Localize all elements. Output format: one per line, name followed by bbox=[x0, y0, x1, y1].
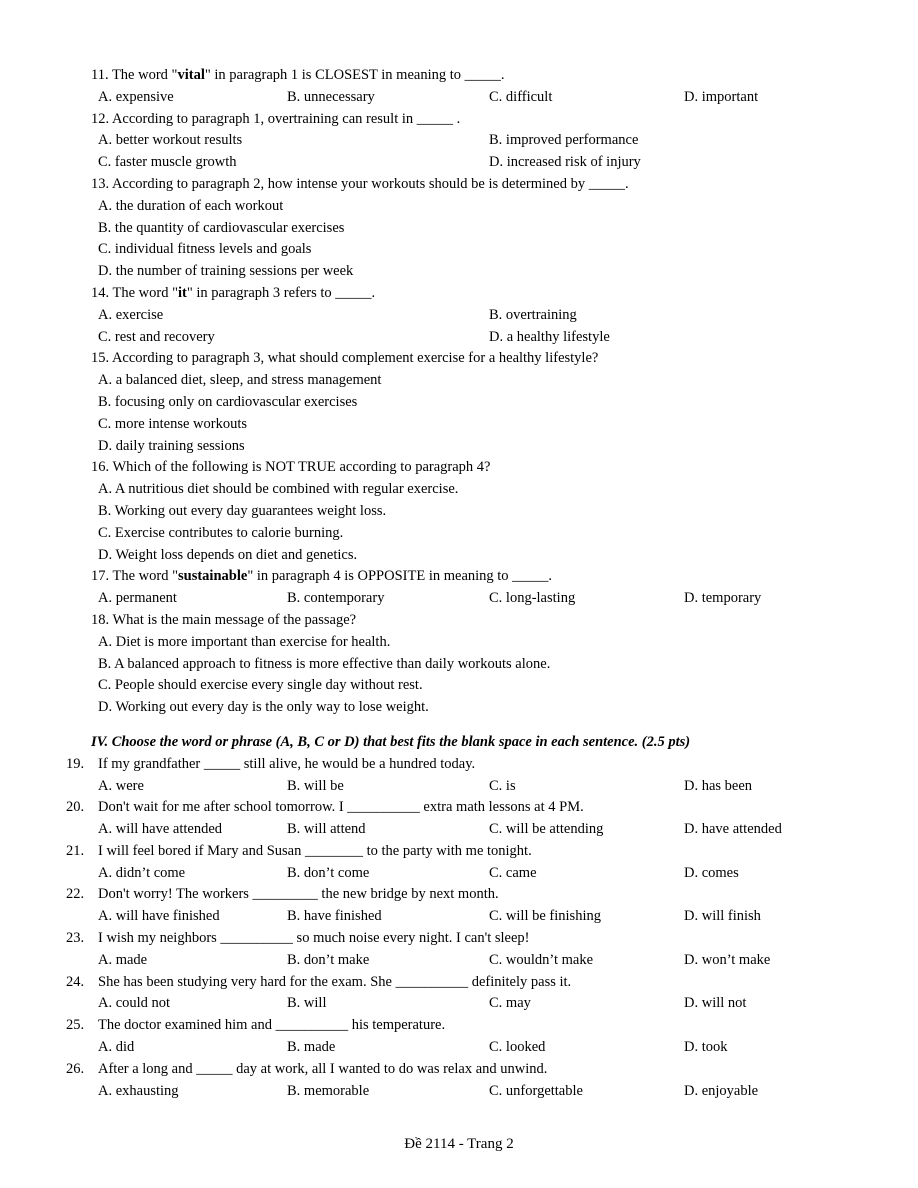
option[interactable]: B. made bbox=[287, 1039, 336, 1056]
option[interactable]: A. better workout results bbox=[98, 132, 243, 149]
question-text: The doctor examined him and __________ his temperature. bbox=[98, 1017, 446, 1034]
question-number: 23. bbox=[66, 930, 85, 947]
options-row bbox=[0, 305, 918, 327]
question-number: 20. bbox=[66, 799, 85, 816]
option[interactable]: D. took bbox=[684, 1039, 728, 1056]
option[interactable]: C. wouldn’t make bbox=[489, 951, 594, 968]
option[interactable]: B. memorable bbox=[287, 1082, 370, 1099]
option[interactable]: B. focusing only on cardiovascular exercises bbox=[98, 393, 358, 410]
option[interactable]: B. will bbox=[287, 995, 327, 1012]
option[interactable]: C. will be finishing bbox=[489, 908, 601, 925]
option[interactable]: D. the number of training sessions per week bbox=[98, 263, 354, 280]
options-row bbox=[0, 950, 918, 972]
options-row bbox=[0, 130, 918, 152]
option[interactable]: D. will finish bbox=[684, 908, 761, 925]
page-footer: Đề 2114 - Trang 2 bbox=[404, 1136, 514, 1152]
option[interactable]: D. has been bbox=[684, 777, 753, 794]
option[interactable]: D. daily training sessions bbox=[98, 437, 245, 454]
question-text: I will feel bored if Mary and Susan ________ to the party with me tonight. bbox=[98, 842, 532, 859]
options-row bbox=[0, 1081, 918, 1103]
question-stem bbox=[0, 841, 918, 863]
options-row bbox=[0, 327, 918, 349]
option[interactable]: D. Working out every day is the only way to lose weight. bbox=[98, 699, 429, 716]
option[interactable]: D. won’t make bbox=[684, 951, 771, 968]
question-number: 25. bbox=[66, 1017, 85, 1034]
question-stem: 16. Which of the following is NOT TRUE according to paragraph 4? bbox=[91, 459, 491, 476]
options-row bbox=[0, 776, 918, 798]
option[interactable]: A. the duration of each workout bbox=[98, 197, 284, 214]
question-stem: 15. According to paragraph 3, what should complement exercise for a healthy lifestyle? bbox=[91, 350, 599, 367]
option[interactable]: B. have finished bbox=[287, 908, 382, 925]
options-row bbox=[0, 588, 918, 610]
question-text: Don't worry! The workers _________ the new bridge by next month. bbox=[98, 886, 499, 903]
question-text: She has been studying very hard for the exam. She __________ definitely pass it. bbox=[98, 973, 572, 990]
option[interactable]: B. contemporary bbox=[287, 590, 385, 607]
options-row bbox=[0, 87, 918, 109]
option[interactable]: A. made bbox=[98, 951, 148, 968]
option[interactable]: D. have attended bbox=[684, 821, 782, 838]
question-stem: 13. According to paragraph 2, how intense your workouts should be is determined by _____. bbox=[91, 175, 629, 192]
option[interactable]: C. unforgettable bbox=[489, 1082, 583, 1099]
question-number: 19. bbox=[66, 755, 85, 772]
question-stem bbox=[0, 754, 918, 776]
option[interactable]: C. came bbox=[489, 864, 537, 881]
option[interactable]: D. will not bbox=[684, 995, 747, 1012]
question-stem: 18. What is the main message of the passage? bbox=[91, 611, 357, 628]
question-text: After a long and _____ day at work, all I wanted to do was relax and unwind. bbox=[98, 1060, 548, 1077]
options-row bbox=[0, 152, 918, 174]
section-heading: IV. Choose the word or phrase (A, B, C or D) that best fits the blank space in each sentence. (2.5 pts) bbox=[91, 733, 691, 750]
options-row bbox=[0, 819, 918, 841]
option[interactable]: B. Working out every day guarantees weight loss. bbox=[98, 502, 387, 519]
option[interactable]: C. is bbox=[489, 777, 516, 794]
question-stem bbox=[0, 972, 918, 994]
option[interactable]: A. could not bbox=[98, 995, 171, 1012]
option[interactable]: A. a balanced diet, sleep, and stress management bbox=[98, 372, 382, 389]
option[interactable]: C. long-lasting bbox=[489, 590, 576, 607]
question-text: I wish my neighbors __________ so much noise every night. I can't sleep! bbox=[98, 930, 530, 947]
option[interactable]: C. difficult bbox=[489, 88, 553, 105]
option[interactable]: C. will be attending bbox=[489, 821, 604, 838]
question-stem bbox=[0, 884, 918, 906]
option[interactable]: A. exercise bbox=[98, 306, 164, 323]
option[interactable]: B. overtraining bbox=[489, 306, 577, 323]
option[interactable]: A. will have finished bbox=[98, 908, 220, 925]
option[interactable]: C. looked bbox=[489, 1039, 546, 1056]
question-stem: 11. The word "vital" in paragraph 1 is CLOSEST in meaning to _____. bbox=[91, 67, 505, 83]
question-stem bbox=[0, 1015, 918, 1037]
option[interactable]: B. A balanced approach to fitness is more effective than daily workouts alone. bbox=[98, 655, 551, 672]
question-stem: 12. According to paragraph 1, overtraining can result in _____ . bbox=[91, 110, 461, 127]
option[interactable]: B. don’t make bbox=[287, 951, 370, 968]
option[interactable]: B. the quantity of cardiovascular exercises bbox=[98, 219, 345, 236]
option[interactable]: B. improved performance bbox=[489, 132, 639, 149]
option[interactable]: A. Diet is more important than exercise for health. bbox=[98, 633, 391, 650]
option[interactable]: D. increased risk of injury bbox=[489, 154, 641, 171]
option[interactable]: D. temporary bbox=[684, 590, 762, 607]
question-stem bbox=[0, 797, 918, 819]
question-stem: 14. The word "it" in paragraph 3 refers to _____. bbox=[91, 284, 376, 301]
keyword: vital bbox=[177, 67, 205, 83]
question-number: 26. bbox=[66, 1060, 85, 1077]
options-row bbox=[0, 906, 918, 928]
option[interactable]: A. did bbox=[98, 1039, 135, 1056]
option[interactable]: D. important bbox=[684, 88, 759, 105]
option[interactable]: C. Exercise contributes to calorie burning. bbox=[98, 524, 344, 541]
option[interactable]: C. individual fitness levels and goals bbox=[98, 241, 312, 258]
option[interactable]: B. unnecessary bbox=[287, 88, 375, 105]
question-text: If my grandfather _____ still alive, he would be a hundred today. bbox=[98, 755, 476, 772]
keyword: it bbox=[178, 284, 187, 301]
options-row bbox=[0, 1037, 918, 1059]
option[interactable]: A. didn’t come bbox=[98, 864, 186, 881]
question-number: 24. bbox=[66, 973, 85, 990]
option[interactable]: A. expensive bbox=[98, 88, 174, 105]
option[interactable]: A. permanent bbox=[98, 590, 177, 607]
question-stem bbox=[0, 1059, 918, 1081]
question-number: 21. bbox=[66, 842, 85, 859]
option[interactable]: A. exhausting bbox=[98, 1082, 179, 1099]
option[interactable]: D. comes bbox=[684, 864, 739, 881]
option[interactable]: B. will be bbox=[287, 777, 344, 794]
option[interactable]: B. don’t come bbox=[287, 864, 370, 881]
question-stem: 17. The word "sustainable" in paragraph 4 is OPPOSITE in meaning to _____. bbox=[91, 568, 553, 585]
exam-page bbox=[0, 65, 918, 1102]
option[interactable]: A. A nutritious diet should be combined with regular exercise. bbox=[98, 481, 459, 498]
options-row bbox=[0, 993, 918, 1015]
question-number: 22. bbox=[66, 886, 85, 903]
keyword: sustainable bbox=[178, 568, 248, 585]
option[interactable]: C. more intense workouts bbox=[98, 415, 248, 432]
options-row bbox=[0, 863, 918, 885]
option[interactable]: D. enjoyable bbox=[684, 1082, 759, 1099]
option[interactable]: B. will attend bbox=[287, 821, 366, 838]
question-text: Don't wait for me after school tomorrow. I __________ extra math lessons at 4 PM. bbox=[98, 799, 584, 816]
option[interactable]: D. a healthy lifestyle bbox=[489, 328, 610, 345]
option[interactable]: C. faster muscle growth bbox=[98, 154, 237, 171]
option[interactable]: C. may bbox=[489, 995, 531, 1012]
option[interactable]: C. People should exercise every single day without rest. bbox=[98, 677, 423, 694]
option[interactable]: A. will have attended bbox=[98, 821, 223, 838]
option[interactable]: C. rest and recovery bbox=[98, 328, 215, 345]
question-stem bbox=[0, 928, 918, 950]
option[interactable]: D. Weight loss depends on diet and genetics. bbox=[98, 546, 358, 563]
option[interactable]: A. were bbox=[98, 777, 144, 794]
